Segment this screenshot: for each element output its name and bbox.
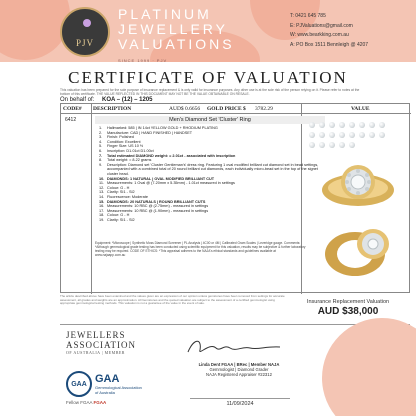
contact-block [290, 12, 406, 50]
spec-text: Clarity: SI1 - SI2 [107, 217, 135, 222]
signature-image [180, 336, 290, 358]
on-behalf-label: On behalf of: [60, 97, 95, 103]
spec-number: 6. [99, 148, 103, 153]
valuation-table [60, 103, 410, 293]
spec-text: Clarity: SI1 - SI2 [107, 190, 135, 195]
gold-price-value: 3782.29 [255, 106, 273, 112]
header-description: DESCRIPTION [93, 106, 132, 112]
appraiser-registration: NAJA Registered Appraiser #22312 [206, 372, 272, 377]
spec-text: Condition: Excellent [107, 139, 141, 144]
certificate-date: 11/09/2024 [190, 398, 290, 407]
valuation-total [296, 299, 400, 317]
spec-number: 2. [99, 130, 103, 135]
header-aud: AUD$ [169, 106, 184, 112]
gaa-logo [66, 371, 142, 397]
spec-number: 17. [99, 208, 105, 213]
spec-text: Fluorescence: Moderate [107, 194, 148, 199]
letterhead [0, 0, 416, 62]
aud-rate: 0.6656 [185, 106, 201, 112]
fellow-badge [66, 400, 106, 405]
spec-number: 4. [99, 139, 103, 144]
contact-website: W: www.bearkking.com.au [290, 32, 349, 38]
spec-number: 10. [99, 176, 105, 181]
appraiser-role: Gemmologist | Diamond Grader [209, 367, 269, 372]
brand-name [118, 7, 235, 62]
ring-photo-top [319, 156, 397, 214]
item-code: 6412 [65, 117, 77, 123]
association-line-1: JEWELLERS [66, 330, 126, 340]
diamond-stone [329, 142, 335, 148]
spec-text: DIAMONDS: 20 NATURALS | ROUND BRILLIANT CUTS [107, 199, 206, 204]
header-value: VALUE [351, 106, 370, 112]
spec-number: 18. [99, 213, 105, 218]
item-title: Men's Diamond Set 'Cluster' Ring [95, 116, 325, 124]
disclaimer-text: This valuation has been prepared for the sole purpose of insurance replacement & is only valid for insurance purposes. Any other use is at the sole risk of the person relying on it. Please refer to notes at the bottom of this certificate. THE VALUE REFLECTED IN THIS DOCUMENT MAY NOT BE THE VALUE OBTAINABLE ON RESALE. [60, 88, 360, 97]
spec-text: Finger Size: US 10 ½ [107, 144, 144, 149]
spec-number: 5. [99, 144, 103, 149]
diamond-stone [319, 142, 325, 148]
brand-line-3: VALUATIONS [118, 36, 235, 52]
spec-text: Colour: G - H [107, 213, 130, 218]
spec-text: Finish: Polished [107, 135, 134, 140]
gaa-name: GAA [95, 372, 120, 385]
spec-number: 3. [99, 135, 103, 140]
gaa-text [95, 374, 142, 395]
gaa-emblem: GAA [66, 371, 92, 397]
spec-number: 19. [99, 217, 105, 222]
brand-tagline: SINCE 1999 · PJV [118, 58, 168, 62]
diamond-stone [319, 122, 325, 128]
contact-address: A: PO Box 1511 Bennleigh @ 4207 [290, 41, 369, 48]
diamond-stone [369, 122, 375, 128]
spec-text: Total weight: = 8.22 grams [107, 158, 152, 163]
diamond-stone [309, 132, 315, 138]
spec-number: 16. [99, 204, 105, 209]
spec-text: Inscription: D1.01ct D1.00ct [107, 148, 154, 153]
spec-text: Hallmarked: 585 | IN 14ct YELLOW GOLD + RHODIUM PLATING [107, 126, 218, 130]
table-header [61, 104, 411, 114]
brand-line-1: PLATINUM [118, 6, 212, 22]
spec-number: 7. [99, 153, 103, 158]
decorative-circle [322, 318, 416, 416]
brand-line-2: JEWELLERY [118, 21, 228, 37]
company-logo [60, 7, 110, 57]
spec-text: Colour: G - H [107, 185, 130, 190]
spec-text: DIAMONDS: 1 NATURAL | OVAL MODIFIED BRILLIANT CUT [107, 176, 215, 181]
logo-monogram: PJV [75, 38, 94, 48]
spec-text: Measurements: 10 RBC @ (2.75mm) - measured in settings [107, 204, 209, 209]
valuation-label: Insurance Replacement Valuation [306, 299, 390, 305]
valuation-footnote: The article described above have been examined and the values given are an expression of our opinion unless gemstones have been removed from settings for accurate assessment, all grades and weights are an approximation. All Gemstones and the quoted valuation are subject to the assessment of a certified gemmologist using appropriate gemmological testing methods. This valuation is not a guarantee of the value in the event of sale. [60, 294, 285, 306]
association-line-2: ASSOCIATION [66, 340, 137, 350]
spec-text: Measurements: 1 Oval @ (7.20mm x 5.35mm) - 1.01ct measured in settings [107, 181, 235, 186]
spec-text: Description: Diamond set 'Cluster Gentleman's' dress ring. Featuring 1 oval modified brilliant cut diamond set in bead settings, accompanied with a combined total of 20 round brilliant cut diamonds, each individually micro-bead set in the top of the signet cluster head. [107, 162, 319, 176]
item-spec-list [99, 126, 324, 222]
jewellers-association-logo [66, 330, 136, 355]
valuation-amount: AUD $38,000 [317, 306, 379, 317]
appraiser-name: Linda Dent FGAA | BRec | Member NAJA [198, 362, 280, 367]
spec-text: Measurements: 10 RBC @ (1.90mm) - measured in settings [107, 208, 209, 213]
spec-number: 8. [99, 158, 103, 163]
diamond-stone [339, 122, 345, 128]
diamond-stone [379, 122, 385, 128]
diamond-stone [379, 132, 385, 138]
diamond-stone [339, 142, 345, 148]
spec-number: 11. [99, 181, 104, 186]
contact-email: E: PJValuations@gmail.com [290, 22, 353, 29]
diamond-stone [309, 142, 315, 148]
gaa-sub-1: Gemmological Association [95, 384, 142, 390]
loose-diamonds-photo [305, 118, 405, 154]
spec-number: 12. [99, 185, 105, 190]
header-code: CODE# [63, 106, 82, 112]
diamond-stone [359, 132, 365, 138]
diamond-stone [319, 132, 325, 138]
spec-number: 14. [99, 194, 105, 199]
diamond-stone [329, 122, 335, 128]
diamond-stone [369, 132, 375, 138]
diamond-stone [349, 142, 355, 148]
diamond-stone [329, 132, 335, 138]
spec-number: 9. [99, 162, 103, 167]
column-divider [91, 104, 92, 294]
diamond-stone [349, 122, 355, 128]
contact-phone: T: 0421 645 785 [290, 13, 326, 19]
header-gold-price: GOLD PRICE $ [207, 106, 246, 112]
spec-item [99, 218, 324, 223]
diamond-stone [349, 132, 355, 138]
spec-number: 15. [99, 199, 105, 204]
gaa-sub-2: of Australia [95, 389, 115, 395]
document-title: CERTIFICATE OF VALUATION [68, 68, 348, 87]
association-line-3: OF AUSTRALIA | MEMBER [66, 350, 125, 355]
appraiser-details [174, 362, 304, 377]
diamond-stone [309, 122, 315, 128]
ring-photo-side [319, 222, 397, 280]
spec-text: Total estimated DIAMOND weight: = 2.01ct - associated with inscription [107, 153, 236, 158]
diamond-stone [339, 132, 345, 138]
diamond-stone [359, 122, 365, 128]
fellow-badge-text: FGAA [93, 400, 107, 405]
spec-item [99, 163, 324, 177]
spec-text: Manufacture: CAD | HAND FINISHED | HANDSET [107, 130, 193, 135]
on-behalf-value: KOA – (12) – 1205 [102, 97, 153, 103]
spec-number: 1. [99, 126, 103, 130]
gem-icon [83, 19, 91, 27]
item-notes: Equipment: *Microscope | Synthetic Moss Diamond Screener | PL Analysis | 4C00 or 4M | Calibrated Gram Scales | Leveridge gauge. Comments: *Although gemmological grade testing has been conducted using scientific equipment for this valuation, results may be subjective & further laboratory testing may be required. CODE OF ETHICS: *This appraisal adheres to the NAJA's ethical standards and guidelines available at www.najaapp.com.au [95, 241, 306, 257]
spec-number: 13. [99, 190, 105, 195]
fellow-label: Fellow FGAA [66, 400, 93, 405]
